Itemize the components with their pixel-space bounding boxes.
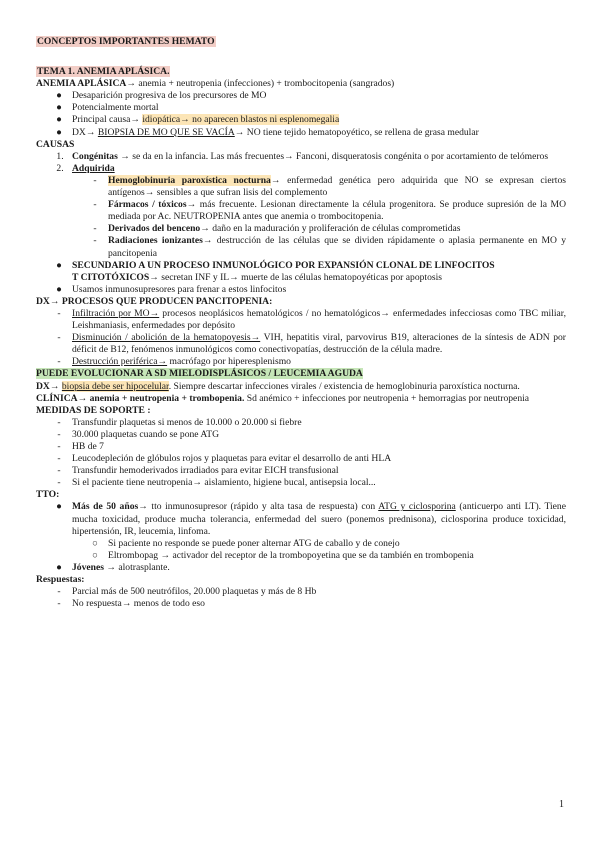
list-item: - Derivados del benceno→ daño en la maduración y proliferación de células comprometidas <box>36 223 566 235</box>
list-item: - Fármacos / tóxicos→ más frecuente. Lesionan directamente la célula progenitora. Se produce supresión de la MO mediada por Ac. NEUTROPENIA antes que anemia o trombocitopenia. <box>36 199 566 223</box>
dash-marker: - <box>57 356 61 368</box>
list-item: ● SECUNDARIO A UN PROCESO INMUNOLÓGICO POR EXPANSIÓN CLONAL DE LINFOCITOS T CITOTÓXICOS→ secretan INF y IL→ muerte de las células hematopoyéticas por apoptosis <box>36 260 566 284</box>
numbered-item: 2. Adquirida <box>56 162 115 174</box>
dash-marker: - <box>93 199 97 211</box>
list-item: - No respuesta→ menos de todo eso <box>36 598 566 610</box>
list-item: ● Usamos inmunosupresores para frenar a estos linfocitos <box>36 284 566 296</box>
dash-marker: - <box>93 223 97 235</box>
dash-marker: - <box>93 174 97 186</box>
list-item: ● DX→ BIOPSIA DE MO QUE SE VACÍA→ NO tiene tejido hematopoyético, se rellena de grasa medular <box>36 127 566 139</box>
list-item: - HB de 7 <box>36 441 566 453</box>
respuestas-heading: Respuestas: <box>36 574 85 586</box>
list-item: ○ Si paciente no responde se puede poner alternar ATG de caballo y de conejo <box>36 538 566 550</box>
bullet-icon: ● <box>56 283 62 295</box>
document-body <box>36 36 566 610</box>
circle-bullet-icon: ○ <box>92 549 98 561</box>
list-item: - Transfundir plaquetas si menos de 10.000 o 20.000 si fiebre <box>36 417 566 429</box>
circle-bullet-icon: ○ <box>92 537 98 549</box>
list-item: - Radiaciones ionizantes→ destrucción de las células que se dividen rápidamente o aplasia permanente en MO y pancitopenia <box>36 235 566 259</box>
list-item: - Si el paciente tiene neutropenia→ aislamiento, higiene bucal, antisepsia local... <box>36 477 566 489</box>
dx-heading: DX→ PROCESOS QUE PRODUCEN PANCITOPENIA: <box>36 295 273 307</box>
tema-heading: TEMA 1. ANEMIA APLÁSICA. <box>37 66 170 78</box>
dash-marker: - <box>57 477 61 489</box>
list-item: ● Más de 50 años→ tto inmunosupresor (rápido y alta tasa de respuesta) con ATG y ciclosporina (anticuerpo anti LT). Tiene mucha toxicidad, produce mucha tolerancia, enfermedad del suero (ponemos prednisona), ciclosporina produce toxicidad, hipertensión, IR, leucemia, linfoma. <box>36 501 566 537</box>
numbered-item: 1. Congénitas → se da en la infancia. Las más frecuentes→ Fanconi, disqueratosis congénita o por acortamiento de telómeros <box>56 150 549 162</box>
doc-title: CONCEPTOS IMPORTANTES HEMATO <box>37 36 215 47</box>
dash-marker: - <box>57 307 61 319</box>
dash-marker: - <box>57 428 61 440</box>
list-item: - Parcial más de 500 neutrófilos, 20.000 plaquetas y más de 8 Hb <box>36 586 566 598</box>
dash-marker: - <box>57 332 61 344</box>
list-item: ● Jóvenes → alotrasplante. <box>36 562 566 574</box>
list-item: - Hemoglobinuria paroxística nocturna→ enfermedad genética pero adquirida que NO se expresan ciertos antígenos→ sensibles a que sufran lisis del complemento <box>36 175 566 199</box>
definition-line: ANEMIA APLÁSICA→ anemia + neutropenia (infecciones) + trombocitopenia (sangrados) <box>36 78 395 90</box>
dash-marker: - <box>57 598 61 610</box>
dash-marker: - <box>57 416 61 428</box>
list-item: ● Potencialmente mortal <box>36 102 566 114</box>
dash-marker: - <box>57 453 61 465</box>
dash-marker: - <box>57 441 61 452</box>
bullet-icon: ● <box>56 90 62 102</box>
list-item: - Leucodepleción de glóbulos rojos y plaquetas para evitar el desarrollo de anti HLA <box>36 453 566 465</box>
dash-marker: - <box>57 586 61 598</box>
bullet-icon: ● <box>56 102 62 114</box>
evolution-heading: PUEDE EVOLUCIONAR A SD MIELODISPLÁSICOS / LEUCEMIA AGUDA <box>36 368 363 380</box>
list-item: - Destrucción periférica→ macrófago por hiperesplenismo <box>36 356 566 368</box>
list-item: - Infiltración por MO→ procesos neoplásicos hematológicos / no hematológicos→ enfermedades infecciosas como TBC miliar, Leishmaniasis, enfermedades por depósito <box>36 308 566 332</box>
list-item: - 30.000 plaquetas cuando se pone ATG <box>36 429 566 441</box>
bullet-icon: ● <box>56 126 62 138</box>
bullet-icon: ● <box>56 259 62 271</box>
clinica-paragraph: CLÍNICA→ anemia + neutropenia + trombopenia. Sd anémico + infecciones por neutropenia + hemorragias por neutropenia <box>36 392 530 404</box>
dx-biopsy-paragraph: DX→ biopsia debe ser hipocelular. Siempre descartar infecciones virales / existencia de hemoglobinuria paroxística nocturna. <box>36 380 520 392</box>
dash-marker: - <box>93 235 97 247</box>
tto-heading: TTO: <box>36 489 60 501</box>
bullet-icon: ● <box>56 114 62 126</box>
list-item: ● Principal causa→ idiopática→ no aparecen blastos ni esplenomegalia <box>36 114 566 126</box>
bullet-icon: ● <box>56 561 62 573</box>
page-number: 1 <box>559 799 564 810</box>
list-item: ● Desaparición progresiva de los precursores de MO <box>36 90 566 102</box>
soporte-heading: MEDIDAS DE SOPORTE : <box>36 404 151 416</box>
causas-heading: CAUSAS <box>36 138 75 150</box>
list-item: - Transfundir hemoderivados irradiados para evitar EICH transfusional <box>36 465 566 477</box>
list-item: ○ Eltrombopag → activador del receptor de la trombopoyetina que se da también en trombopenia <box>36 550 566 562</box>
dash-marker: - <box>57 465 61 477</box>
bullet-icon: ● <box>56 501 62 513</box>
list-item: - Disminución / abolición de la hematopoyesis→ VIH, hepatitis viral, parvovirus B19, alteraciones de la síntesis de ADN por déficit de B12, fenómenos inmunológicos como conectivopatías, destrucción de la célula madre. <box>36 332 566 356</box>
